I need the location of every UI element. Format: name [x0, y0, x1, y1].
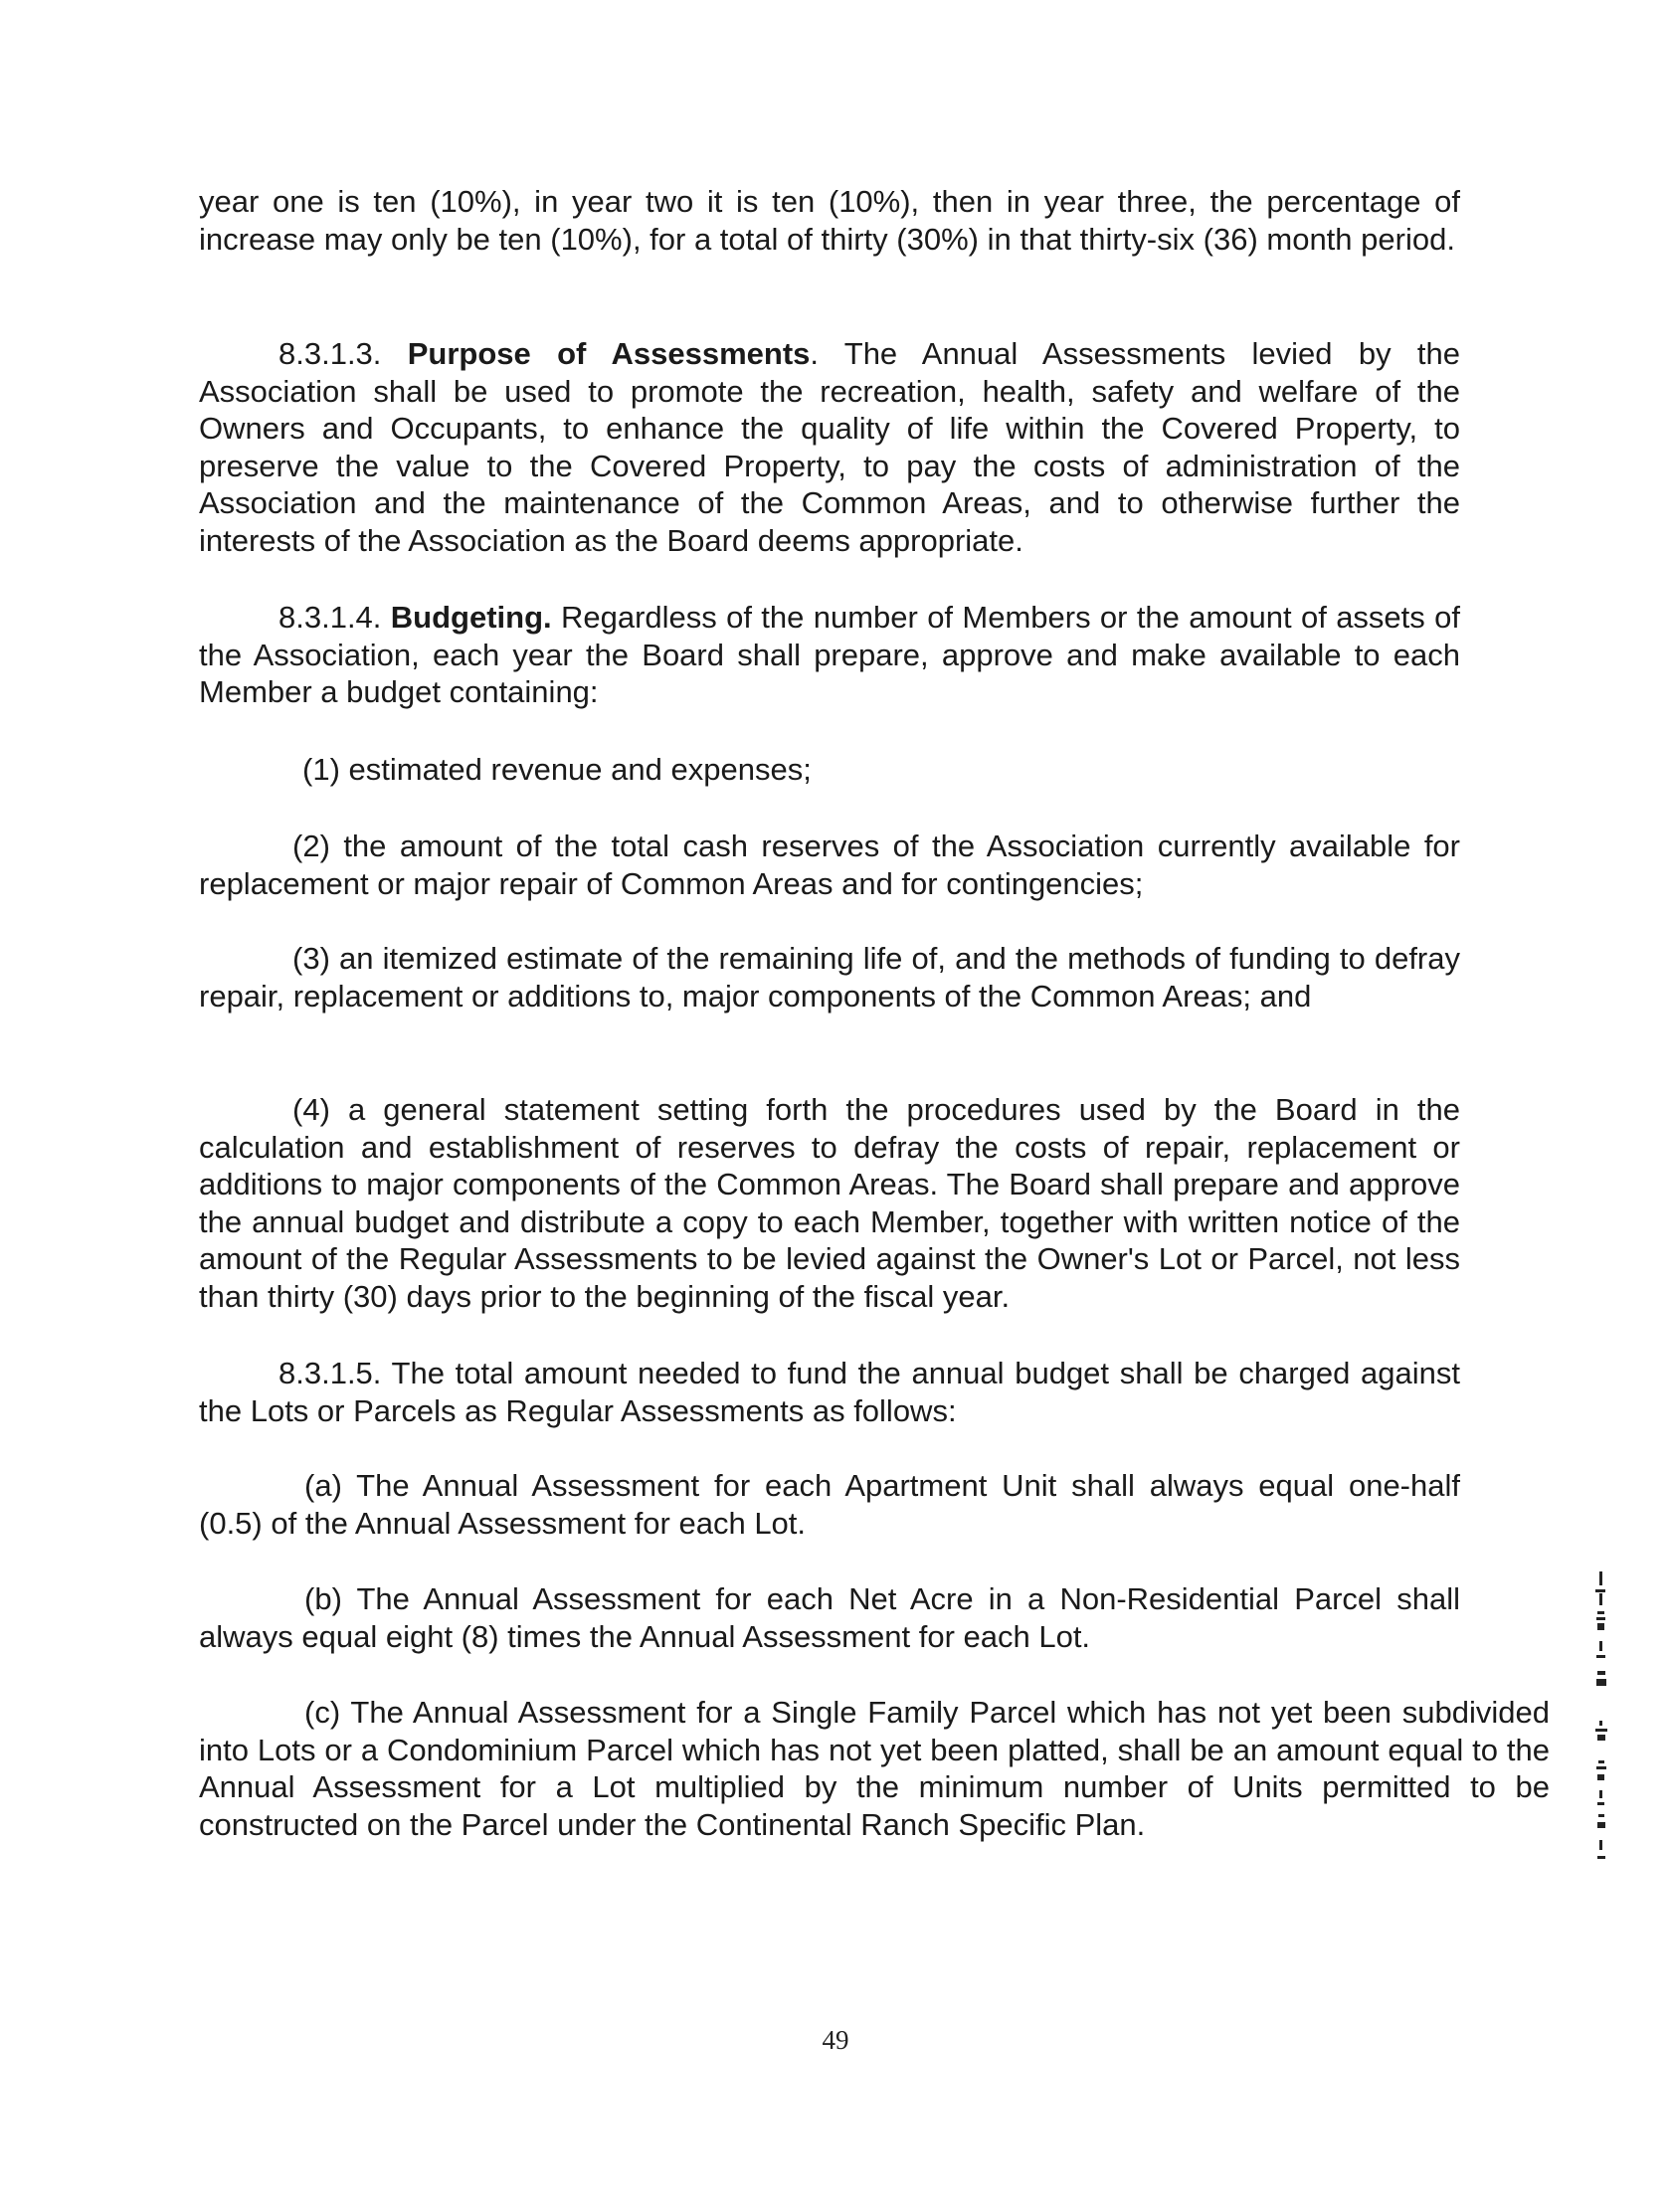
section-heading: Budgeting. — [390, 600, 552, 635]
item-text: (b) The Annual Assessment for each Net Acre in a Non-Residential Parcel shall always equal eight (8) times the Annual Assessment for each Lot. — [199, 1581, 1460, 1654]
section-text: . The Annual Assessments levied by the Association shall be used to promote the recreation, health, safety and welfare of the Owners and Occupants, to enhance the quality of life within the Covered Property, to preserve the value to the Covered Property, to pay the costs of administration of the Association and the maintenance of the Common Areas, and to otherwise further the interests of the Association as the Board deems appropriate. — [199, 336, 1460, 558]
section-text: Regardless of the number of Members or the amount of assets of the Association, each year the Board shall prepare, approve and make available to each Member a budget containing: — [199, 600, 1460, 709]
section-heading: Purpose of Assessments — [407, 336, 811, 371]
item-text: (4) a general statement setting forth the procedures used by the Board in the calculation and establishment of reserves to defray the costs of repair, replacement or additions to major components of the Common Areas. The Board shall prepare and approve the annual budget and distribute a copy to each Member, together with written notice of the amount of the Regular Assessments to be levied against the Owner's Lot or Parcel, not less than thirty (30) days prior to the beginning of the fiscal year. — [199, 1092, 1460, 1314]
recording-stamp-mark — [1589, 1571, 1613, 1910]
paragraph-text: year one is ten (10%), in year two it is ten (10%), then in year three, the percentage of increase may only be ten (10%), for a total of thirty (30%) in that thirty-six (36) month period. — [199, 184, 1460, 257]
assessment-item-b — [199, 1580, 1460, 1655]
section-8-3-1-5 — [199, 1355, 1460, 1429]
budget-item-1 — [199, 751, 1460, 789]
item-text: (c) The Annual Assessment for a Single Family Parcel which has not yet been subdivided into Lots or a Condominium Parcel which has not yet been platted, shall be an amount equal to the Annual Assessment for a Lot multiplied by the minimum number of Units permitted to be constructed on the Parcel under the Continental Ranch Specific Plan. — [199, 1695, 1550, 1842]
assessment-item-a — [199, 1467, 1460, 1542]
page-number: 49 — [822, 2025, 849, 2055]
item-text: (a) The Annual Assessment for each Apartment Unit shall always equal one-half (0.5) of the Annual Assessment for each Lot. — [199, 1468, 1460, 1541]
item-text: (2) the amount of the total cash reserves of the Association currently available for replacement or major repair of Common Areas and for contingencies; — [199, 829, 1460, 901]
budget-item-2 — [199, 828, 1460, 902]
assessment-item-c — [199, 1694, 1550, 1843]
section-text: The total amount needed to fund the annual budget shall be charged against the Lots or Parcels as Regular Assessments as follows: — [199, 1356, 1460, 1428]
section-number: 8.3.1.3. — [278, 336, 382, 371]
paragraph-continuation — [199, 183, 1460, 258]
budget-item-3 — [199, 940, 1460, 1014]
section-8-3-1-4 — [199, 599, 1460, 711]
section-number: 8.3.1.4. — [278, 600, 382, 635]
budget-item-4 — [199, 1091, 1460, 1315]
section-number: 8.3.1.5. — [278, 1356, 382, 1390]
item-text: (1) estimated revenue and expenses; — [302, 752, 812, 787]
section-8-3-1-3 — [199, 335, 1460, 559]
item-text: (3) an itemized estimate of the remaining life of, and the methods of funding to defray repair, replacement or additions to, major components of the Common Areas; and — [199, 941, 1460, 1014]
